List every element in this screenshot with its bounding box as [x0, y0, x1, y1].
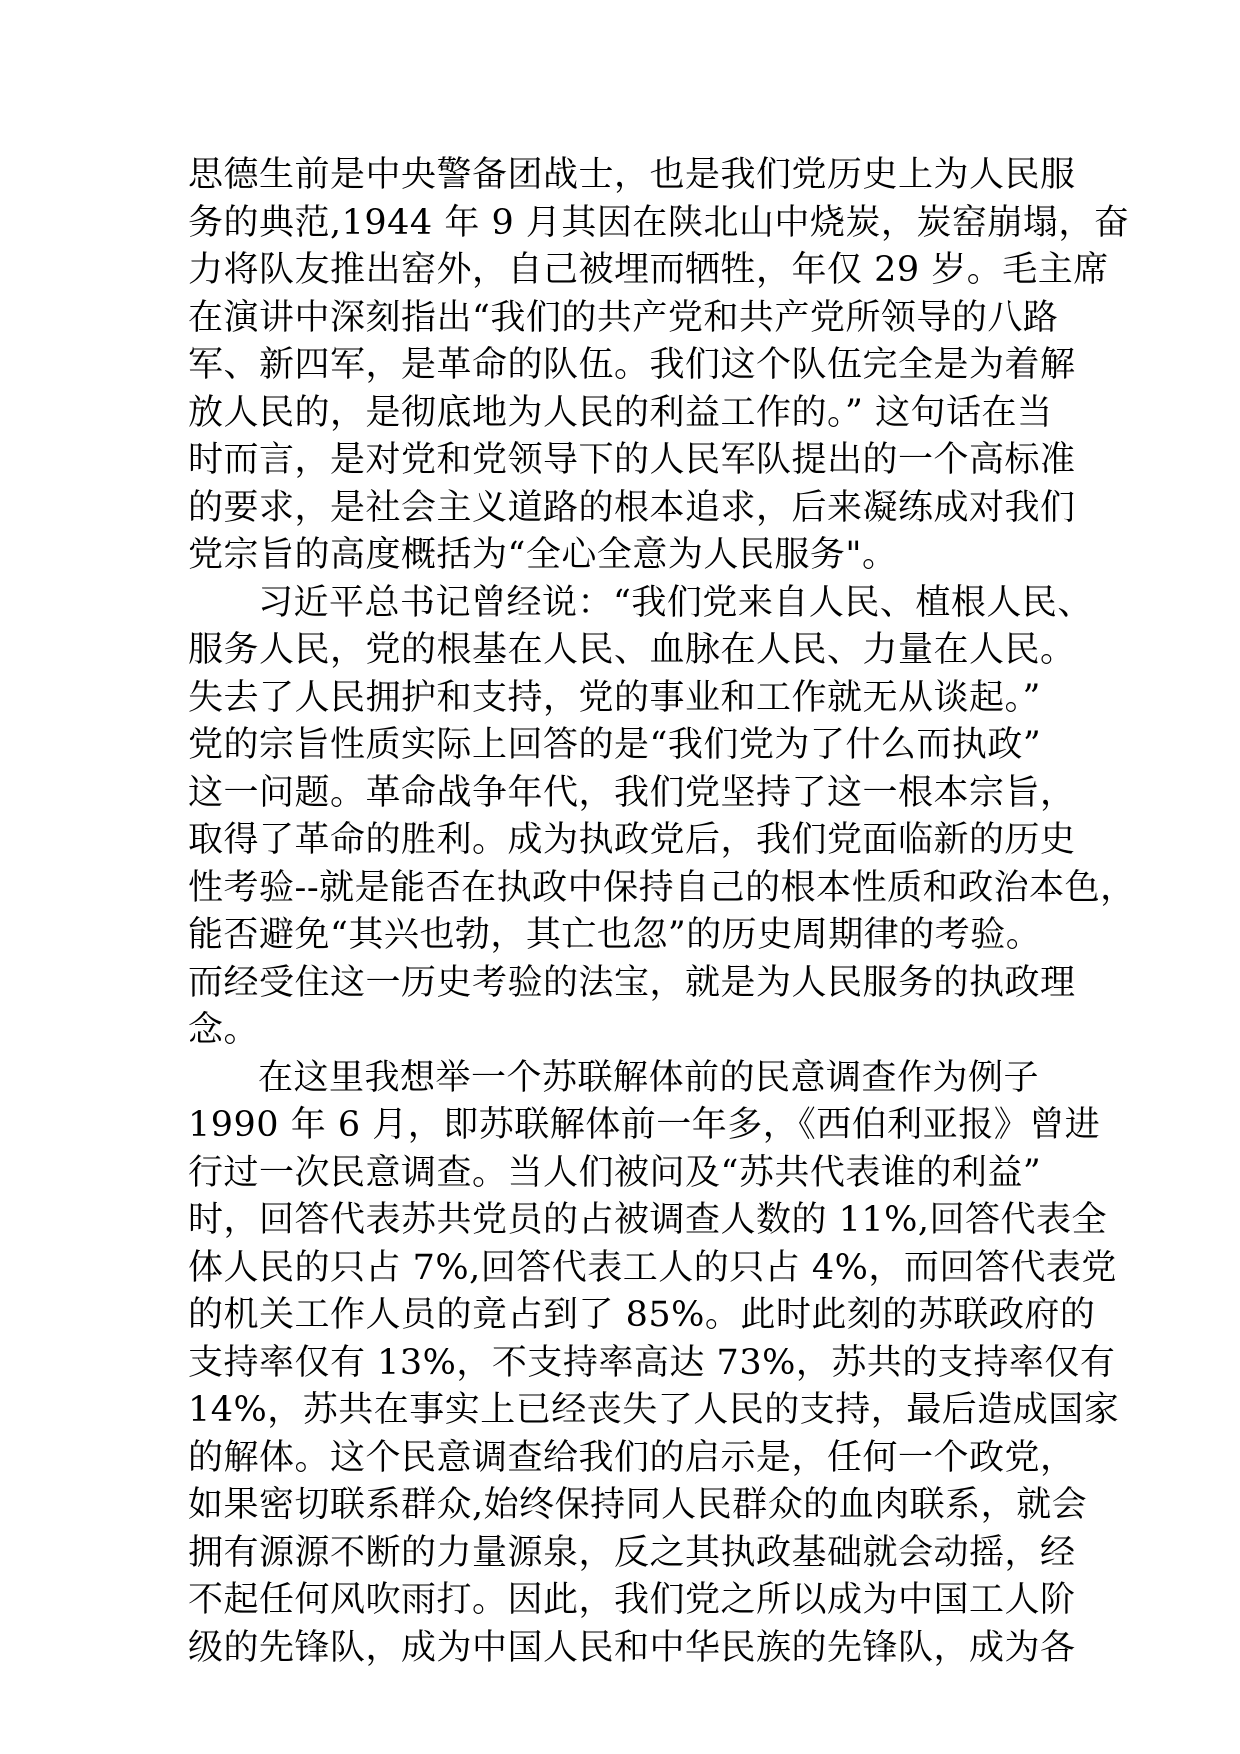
text-line: 思德生前是中央警备团战士，也是我们党历史上为人民服: [188, 155, 1076, 195]
text-line: 力将队友推出窑外，自己被埋而牺牲，年仅 29 岁。毛主席: [188, 250, 1109, 290]
text-line: 时，回答代表苏共党员的占被调查人数的 11%,回答代表全: [188, 1200, 1108, 1240]
text-line: 习近平总书记曾经说：“我们党来自人民、植根人民、: [258, 582, 1093, 623]
text-line: 的要求，是社会主义道路的根本追求，后来凝练成对我们: [188, 487, 1076, 528]
text-line: 时而言，是对党和党领导下的人民军队提出的一个高标准: [188, 440, 1076, 480]
text-line: 体人民的只占 7%,回答代表工人的只占 4%，而回答代表党: [188, 1247, 1117, 1288]
text-line: 级的先锋队，成为中国人民和中华民族的先锋队，成为各: [188, 1627, 1076, 1668]
text-line: 行过一次民意调查。当人们被问及“苏共代表谁的利益”: [188, 1152, 1042, 1193]
text-line: 党的宗旨性质实际上回答的是“我们党为了什么而执政”: [188, 725, 1042, 765]
text-line: 拥有源源不断的力量源泉，反之其执政基础就会动摇，经: [188, 1532, 1076, 1573]
text-line: 性考验--就是能否在执政中保持自己的根本性质和政治本色，: [188, 867, 1136, 908]
text-line: 如果密切联系群众,始终保持同人民群众的血肉联系，就会: [188, 1485, 1088, 1525]
paragraph: [188, 580, 1136, 1055]
text-line: 党宗旨的高度概括为“全心全意为人民服务"。: [188, 535, 898, 575]
text-line: 服务人民，党的根基在人民、血脉在人民、力量在人民。: [188, 630, 1076, 670]
text-line: 的机关工作人员的竟占到了 85%。此时此刻的苏联政府的: [188, 1295, 1096, 1335]
text-line: 1990 年 6 月，即苏联解体前一年多，《西伯利亚报》曾进: [188, 1105, 1101, 1145]
text-line: 取得了革命的胜利。成为执政党后，我们党面临新的历史: [188, 820, 1076, 860]
text-line: 不起任何风吹雨打。因此，我们党之所以成为中国工人阶: [188, 1580, 1076, 1620]
body-text: [188, 152, 1136, 1672]
text-line: 放人民的，是彻底地为人民的利益工作的。” 这句话在当: [188, 392, 1053, 433]
text-line: 军、新四军，是革命的队伍。我们这个队伍完全是为着解: [188, 345, 1076, 385]
text-line: 的解体。这个民意调查给我们的启示是，任何一个政党，: [188, 1437, 1076, 1478]
paragraph: [188, 1055, 1120, 1673]
text-line: 14%，苏共在事实上已经丧失了人民的支持，最后造成国家: [188, 1390, 1120, 1430]
text-line: 务的典范,1944 年 9 月其因在陕北山中烧炭，炭窑崩塌，奋: [188, 202, 1130, 243]
text-line: 失去了人民拥护和支持，党的事业和工作就无从谈起。”: [188, 677, 1041, 718]
paragraph: [188, 152, 1130, 580]
text-line: 念。: [188, 1010, 260, 1050]
text-line: 而经受住这一历史考验的法宝，就是为人民服务的执政理: [188, 962, 1076, 1003]
text-line: 能否避免“其兴也勃，其亡也忽”的历史周期律的考验。: [188, 915, 1042, 955]
text-line: 在这里我想举一个苏联解体前的民意调查作为例子: [258, 1057, 1040, 1098]
text-line: 支持率仅有 13%，不支持率高达 73%，苏共的支持率仅有: [188, 1342, 1116, 1383]
text-line: 在演讲中深刻指出“我们的共产党和共产党所领导的八路: [188, 297, 1059, 338]
text-line: 这一问题。革命战争年代，我们党坚持了这一根本宗旨，: [188, 772, 1076, 813]
